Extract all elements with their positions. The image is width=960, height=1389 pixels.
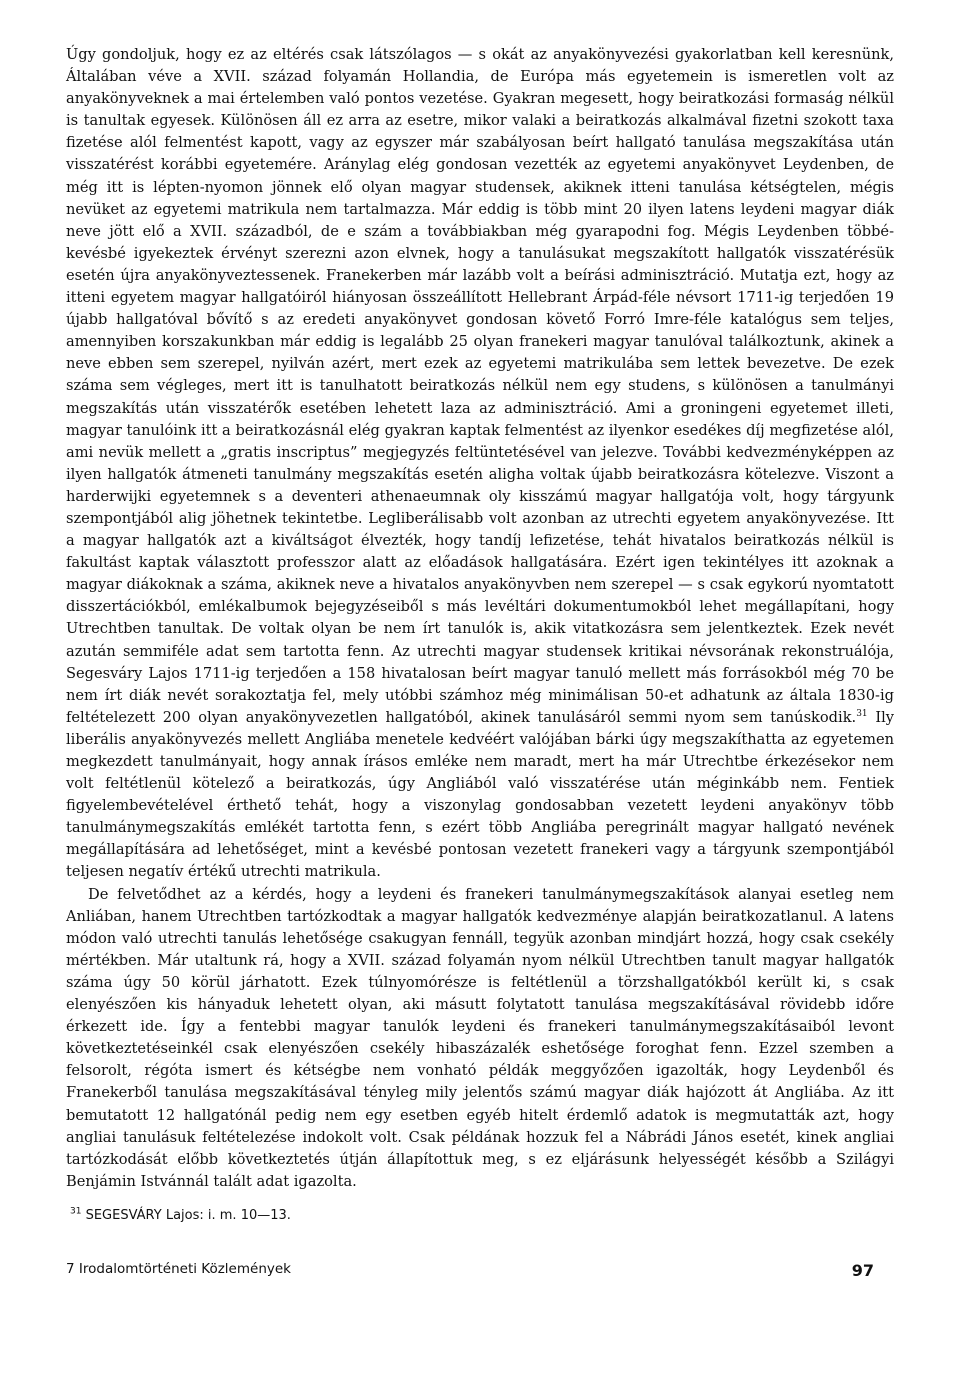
paragraph-2: De felvetődhet az a kérdés, hogy a leydeni és franekeri tanulmánymegszakítások alanyai esetleg nem Anliában, hanem Utrechtben tartózkodtak a magyar hallgatók kedvezménye alapján beiratkozatlanul. A latens módon való utrechti tanulás lehetősége csakugyan fennáll, tegyük azonban mindjárt hozzá, hogy csak csekély mértékben. Már utaltunk rá, hogy a XVII. század folyamán nyom nélkül Utrechtben tanult magyar hallgatók száma úgy 50 körül járhatott. Ezek túlnyomórésze is feltétlenül a törzshallgatókból került ki, s csak elenyészően kis hányaduk lehetett olyan, aki másutt folytatott tanulása megszakításával rövidebb időre érkezett ide. Így a fentebbi magyar tanulók leydeni és franekeri tanulmánymegszakításaiból levont következtetéseinkél csak elenyészően csekély hibaszázalék eshetősége foroghat fenn. Ezzel szemben a felsorolt, régóta ismert és kétségbe nem vonható példák meggyőzően igazolták, hogy Leydenből és Franekerből tanulása megszakításával tényleg mily jelentős számú magyar diák hajózott át Angliába. Az itt bemutatott 12 hallgatónál pedig nem egy esetben egyéb hitelt érdemlő adatok is megmutatták azt, hogy angliai tanulásuk feltételezése indokolt volt. Csak példának hozzuk fel a Nábrádi János esetét, kinek angliai tartózkodását előbb következtetés útján állapítottuk meg, s ez eljárásunk helyességét később a Szilágyi Benjámin Istvánnál talált adat igazolta. xyxy=(66,885,894,1190)
page-footer xyxy=(66,1261,874,1280)
paragraph-1-text: Úgy gondoljuk, hogy ez az eltérés csak látszólagos — s okát az anyakönyvezési gyakorlatban kell keresnünk, Általában véve a XVII. század folyamán Hollandia, de Európa más egyetemein is ismeretlen volt az anyakönyveknek a mai értelemben való pontos vezetése. Gyakran megesett, hogy beiratkozási formaság nélkül is tanultak egyesek. Különösen áll ez arra az esetre, mikor valaki a beiratkozás alkalmával fizetni szokott taxa fizetése alól felmentést kapott, vagy az egyszer már szabályosan beírt hallgató tanulása megszakítása után visszatérést korábbi egyetemére. Aránylag elég gondosan vezették az egyetemi anyakönyvet Leydenben, de még itt is lépten-nyomon jönnek elő olyan magyar studensek, akiknek itteni tanulása kétségtelen, mégis nevüket az egyetemi matrikula nem tartalmazza. Már eddig is több mint 20 ilyen latens leydeni magyar diák neve jött elő a XVII. századból, de e szám a továbbiakban még gyarapodni fog. Mégis Leydenben többé-kevésbé igyekeztek érvényt szerezni azon elvnek, hogy a tanulásukat megszakított hallgatók visszatérésük esetén újra anyakönyveztessenek. Franekerben már lazább volt a beírási adminisztráció. Mutatja ezt, hogy az itteni egyetem magyar hallgatóiról hiányosan összeállított Hellebrant Árpád-féle névsort 1711-ig terjedően 19 újabb hallgatóval bővítő s az eredeti anyakönyvet gondosan követő Forró Imre-féle katalógus sem teljes, amennyiben korszakunkban már eddig is legalább 25 olyan franekeri magyar tanulóval találkoztunk, akinek a neve ebben sem szerepel, nyilván azért, mert ezek az egyetemi matrikulába sem lettek bevezetve. De ezek száma sem végleges, mert itt is tanulhatott beiratkozás nélkül nem egy studens, s különösen a tanulmányi megszakítás után visszatérők esetében lehetett laza az adminisztráció. Ami a groningeni egyetemet illeti, magyar tanulóink itt a beiratkozásnál elég gyakran kaptak felmentést az ilyenkor esedékes díj megfizetése alól, ami nevük mellett a „gratis inscriptus” megjegyzés feltüntetésével van jelezve. További kedvezményképpen az ilyen hallgatók átmeneti tanulmány megszakítás esetén aligha voltak újabb beiratkozásra kötelezve. Viszont a harderwijki egyetemnek s a deventeri athenaeumnak oly kisszámú magyar hallgatója volt, hogy tárgyunk szempontjából alig jöhetnek tekintetbe. Legliberálisabb volt azonban az utrechti egyetem anyakönyvezése. Itt a magyar hallgatók azt a kiváltságot élvezték, hogy tandíj lefizetése, tehát hivatalos beiratkozás nélkül is fakultást kaptak választott professzor alatt az előadások hallgatására. Ezért igen tekintélyes itt azoknak a magyar diákoknak a száma, akiknek neve a hivatalos anyakönyvben nem szerepel — s csak egykorú nyomtatott disszertációkból, emlékalbumok bejegyzéseiből s más levéltári dokumentumokból lehet megállapítani, hogy Utrechtben tanultak. De voltak olyan be nem írt tanulók is, akik vitatkozásra sem jelentkeztek. Ezek nevét azután semmiféle adat sem tartotta fenn. Az utrechti magyar studensek kritikai névsorának rekonstruálója, Segesváry Lajos 1711-ig terjedően a 158 hivatalosan beírt magyar tanuló mellett más forrásokból még 70 be nem írt diák nevét sorakoztatja fel, mely utóbbi számhoz még minimálisan 50-et adhatunk az általa 1830-ig feltételezett 200 olyan anyakönyvezetlen hallgatóból, akinek tanulásáról semmi nyom sem tanúskodik. xyxy=(66,46,894,726)
footnote-marker: 31 xyxy=(70,1206,82,1217)
footnote xyxy=(70,1208,291,1223)
page-number: 97 xyxy=(851,1261,874,1280)
page-body xyxy=(66,44,894,1193)
paragraph-1 xyxy=(66,44,894,884)
paragraph-1b-text: Ily liberális anyakönyvezés mellett Angliába menetele kedvéért valójában bárki úgy megszakíthatta az egyetemen megkezdett tanulmányait, hogy annak írásos emléke nem maradt, mert ha már Utrechtbe érkezésekor nem volt feltétlenül kötelező a beiratkozás, úgy Angliából való visszatérése után méginkább nem. Fentiek figyelembevételével érthető tehát, hogy a viszonylag gondosabban vezetett leydeni anyakönyv több tanulmánymegszakítás emlékét tartotta fenn, s ezért több Angliába peregrinált magyar hallgató nevének megállapítására ad lehetőséget, mint a kevésbé pontosan vezetett franekeri vagy a tárgyunk szempontjából teljesen negatív értékű utrechti matrikula. xyxy=(66,708,894,881)
journal-title: 7 Irodalomtörténeti Közlemények xyxy=(66,1261,291,1277)
footnote-ref-31[interactable]: 31 xyxy=(856,708,868,719)
footnote-text: SEGESVÁRY Lajos: i. m. 10—13. xyxy=(85,1208,291,1223)
body-text xyxy=(66,44,894,1193)
